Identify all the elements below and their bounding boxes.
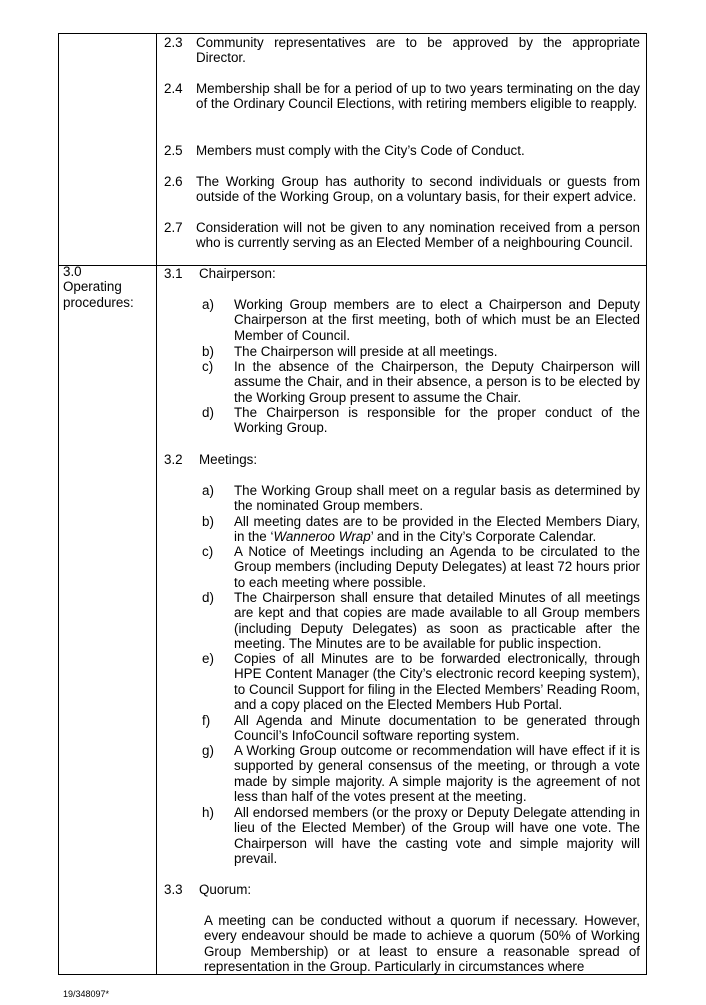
item-letter: d) bbox=[202, 405, 214, 420]
clause-text: Members must comply with the City’s Code of Conduct. bbox=[196, 143, 525, 158]
clause-heading: Quorum: bbox=[199, 882, 252, 897]
item-letter: h) bbox=[202, 805, 214, 820]
clause-number: 3.1 bbox=[164, 266, 183, 281]
section-title-line2: procedures: bbox=[63, 294, 134, 310]
item-text: The Working Group shall meet on a regular basis as determined by the nominated Group members. bbox=[234, 483, 640, 514]
item-text: All meeting dates are to be provided in the Elected Members Diary, in the ‘Wanneroo Wrap’ and in the City’s Corporate Calendar. bbox=[234, 514, 640, 545]
table-border-top bbox=[58, 33, 646, 34]
clause-text: Membership shall be for a period of up to two years terminating on the day of the Ordinary Council Elections, with retiring members eligible to reapply. bbox=[196, 81, 640, 112]
item-text: A Notice of Meetings including an Agenda to be circulated to the Group members (including Deputy Delegates) at least 72 hours prior to each meeting where possible. bbox=[234, 544, 640, 590]
section-title-line1: Operating bbox=[63, 279, 122, 295]
item-letter: c) bbox=[202, 544, 214, 559]
item-letter: d) bbox=[202, 590, 214, 605]
clause-number: 2.7 bbox=[164, 220, 183, 235]
clause-text: The Working Group has authority to second individuals or guests from outside of the Working Group, on a voluntary basis, for their expert advice. bbox=[196, 174, 640, 205]
item-text: Working Group members are to elect a Chairperson and Deputy Chairperson at the first meeting, both of which must be an Elected Member of Council. bbox=[234, 297, 640, 343]
item-text: The Chairperson shall ensure that detailed Minutes of all meetings are kept and that copies are made available to all Group members (including Deputy Delegates) as soon as practicable after the meeting. The Minutes are to be available for public inspection. bbox=[234, 590, 640, 652]
item-text: In the absence of the Chairperson, the Deputy Chairperson will assume the Chair, and in their absence, a person is to be elected by the Working Group present to assume the Chair. bbox=[234, 359, 640, 405]
item-letter: c) bbox=[202, 359, 214, 374]
item-letter: a) bbox=[202, 297, 214, 312]
clause-number: 2.3 bbox=[164, 35, 183, 50]
item-letter: e) bbox=[202, 651, 214, 666]
table-border-left bbox=[58, 33, 59, 975]
clause-number: 2.4 bbox=[164, 81, 183, 96]
item-letter: b) bbox=[202, 514, 214, 529]
clause-heading: Chairperson: bbox=[199, 266, 276, 281]
item-letter: f) bbox=[202, 713, 211, 728]
item-text: The Chairperson is responsible for the proper conduct of the Working Group. bbox=[234, 405, 640, 436]
item-text: All Agenda and Minute documentation to be generated through Council’s InfoCouncil software reporting system. bbox=[234, 713, 640, 744]
section-number: 3.0 bbox=[63, 264, 82, 279]
item-letter: b) bbox=[202, 344, 214, 359]
item-letter: g) bbox=[202, 743, 214, 758]
section-3-label bbox=[63, 264, 153, 310]
clause-number: 2.6 bbox=[164, 174, 183, 189]
item-text: A Working Group outcome or recommendation will have effect if it is supported by general consensus of the meeting, or through a vote made by simple majority. A simple majority is the agreement of not less than half of the votes present at the meeting. bbox=[234, 743, 640, 805]
clause-number: 3.2 bbox=[164, 452, 183, 467]
item-text: All endorsed members (or the proxy or Deputy Delegate attending in lieu of the Elected Member) of the Group will have one vote. The Chairperson will have the casting vote and simple majority will prevail. bbox=[234, 805, 640, 867]
table-column-divider bbox=[156, 33, 157, 975]
clause-heading: Meetings: bbox=[199, 452, 258, 467]
clause-number: 3.3 bbox=[164, 882, 183, 897]
quorum-text: A meeting can be conducted without a quorum if necessary. However, every endeavour should be made to achieve a quorum (50% of Working Group Membership) or at least to ensure a reasonable spread of representation in the Group. Particularly in circumstances where bbox=[204, 913, 640, 975]
document-reference: 19/348097* bbox=[63, 989, 110, 999]
item-text: Copies of all Minutes are to be forwarded electronically, through HPE Content Manager (the City’s electronic record keeping system), to Council Support for filing in the Elected Members’ Reading Room, and a copy placed on the Elected Members Hub Portal. bbox=[234, 651, 640, 713]
item-text: The Chairperson will preside at all meetings. bbox=[234, 344, 498, 359]
clause-text: Consideration will not be given to any nomination received from a person who is currently serving as an Elected Member of a neighbouring Council. bbox=[196, 220, 640, 251]
publication-title: Wanneroo Wrap bbox=[273, 529, 371, 545]
table-border-right bbox=[646, 33, 647, 975]
clause-number: 2.5 bbox=[164, 143, 183, 158]
item-letter: a) bbox=[202, 483, 214, 498]
clause-text: Community representatives are to be approved by the appropriate Director. bbox=[196, 35, 640, 66]
